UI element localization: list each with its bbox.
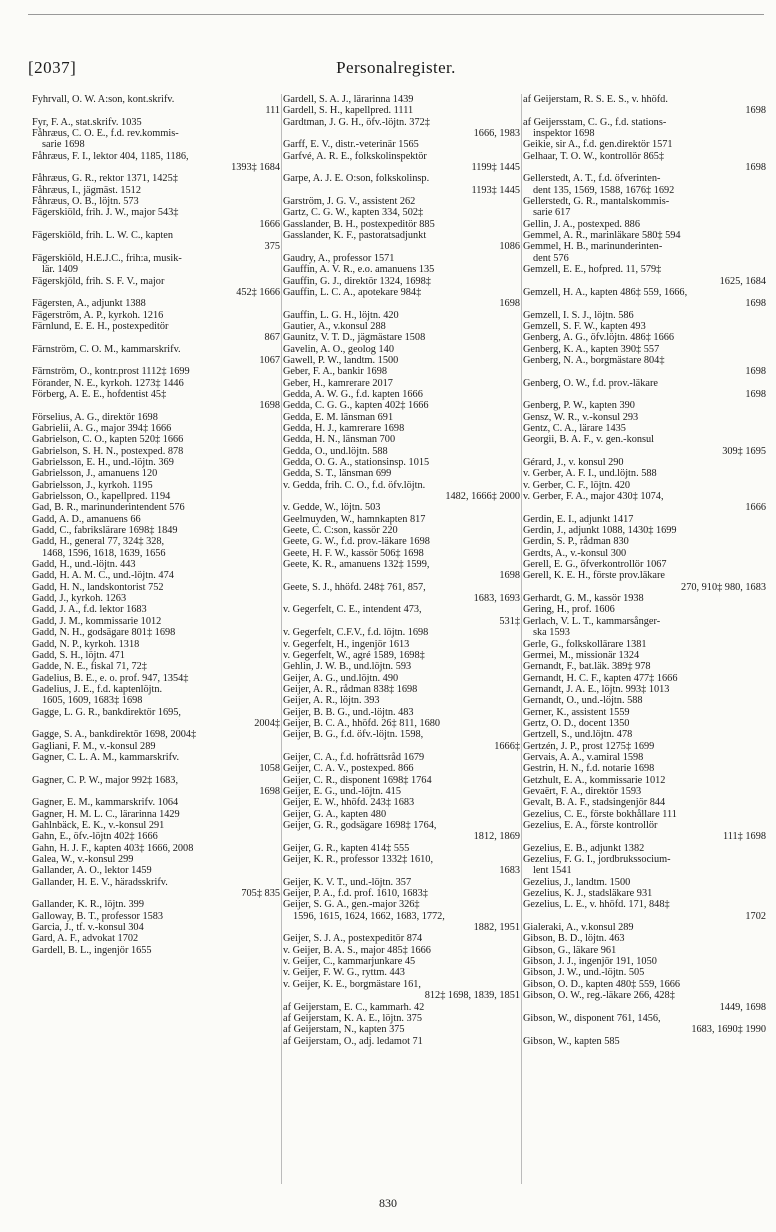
register-entry-line: Gadd, H. A. M. C., und.-löjtn. 474: [32, 570, 174, 582]
register-entry-line: Geikie, sir A., f.d. gen.direktör 1571: [523, 139, 673, 151]
register-entry-line: Geete, S. J., hhöfd. 248‡ 761, 857,: [283, 581, 426, 593]
register-entry-line: Gasslander, K. F., pastoratsadjunkt: [283, 230, 427, 242]
register-entry-line: Gernandt, O., und.-löjtn. 588: [523, 695, 643, 707]
register-entry-line: Fåhræus, O. B., löjtn. 573: [32, 196, 139, 208]
register-entry-line: v. Gedda, frih. C. O., f.d. öfv.löjtn.: [283, 479, 426, 491]
register-entry-line: Geijer, G. R., godsägare 1698‡ 1764,: [283, 820, 437, 831]
register-column-3: [523, 94, 766, 1184]
register-entry-line: Gagge, S. A., bankdirektör 1698, 2004‡: [32, 729, 197, 741]
register-entry-line: Gellerstedt, A. T., f.d. öfverinten-: [523, 173, 661, 185]
register-entry-line: Gerdin, E. I., adjunkt 1417: [523, 513, 634, 525]
register-entry-line: 452‡ 1666: [236, 286, 280, 298]
register-entry-line: af Geijerstam, K. A. E., löjtn. 375: [283, 1012, 422, 1024]
register-entry-line: Förberg, A. E. E., hofdentist 45‡: [32, 388, 167, 400]
register-entry-line: Gadd, J., kyrkoh. 1263: [32, 593, 127, 605]
register-entry-line: Gahlnbäck, E. K., v.-konsul 291: [32, 820, 165, 831]
register-entry-line: Gezelius, L. E., v. hhöfd. 171, 848‡: [523, 899, 670, 911]
register-entry-line: Gagge, L. G. R., bankdirektör 1695,: [32, 706, 181, 718]
register-entry-line: Gadelius, J. E., f.d. kaptenlöjtn.: [32, 683, 163, 695]
register-entry-line: Gemmel, H. B., marinunderinten-: [523, 241, 663, 253]
register-entry-line: 1468, 1596, 1618, 1639, 1656: [42, 547, 166, 559]
register-entry-line: 1449, 1698: [719, 1001, 766, 1013]
register-entry-line: Gagner, C. L. A. M., kammarskrifv.: [32, 751, 180, 763]
register-entry-line: Gedda, E. M. länsman 691: [283, 411, 394, 423]
register-entry-line: sarie 1698: [42, 139, 85, 151]
register-entry-line: Gerlach, V. L. T., kammarsånger-: [523, 615, 661, 627]
register-entry-line: Geijer, E. W., hhöfd. 243‡ 1683: [283, 797, 415, 809]
register-entry-line: 1698: [259, 400, 280, 412]
register-entry-line: Geete, H. F. W., kassör 506‡ 1698: [283, 547, 424, 559]
register-entry-line: 531‡: [499, 615, 520, 627]
register-entry-line: 1698: [745, 162, 766, 174]
register-entry-line: 1683, 1693: [473, 593, 520, 605]
register-entry-line: 1812, 1869: [473, 831, 520, 843]
register-entry-line: Gerdin, S. P., rådman 830: [523, 536, 629, 548]
register-entry-line: Geijer, C. R., disponent 1698‡ 1764: [283, 774, 432, 786]
register-entry-line: Gawell, P. W., landtm. 1500: [283, 354, 399, 366]
register-entry-line: Genberg, P. W., kapten 390: [523, 400, 635, 412]
register-entry-line: Gaudry, A., professor 1571: [283, 252, 395, 264]
register-entry-line: 1666: [745, 502, 766, 514]
register-entry-line: Germei, M., missionär 1324: [523, 649, 640, 661]
register-entry-line: v. Gedde, W., löjtn. 503: [283, 502, 381, 514]
register-entry-line: Gedda, C. G. G., kapten 402‡ 1666: [283, 400, 429, 412]
register-entry-line: Gibson, O. W., reg.-läkare 266, 428‡: [523, 990, 675, 1002]
register-entry-line: Gabrielsson, O., kapellpred. 1194: [32, 491, 171, 503]
register-entry-line: Genberg, K. A., kapten 390‡ 557: [523, 343, 660, 355]
column-divider: [521, 94, 522, 1184]
register-columns: [32, 94, 766, 1184]
register-entry-line: Gemzell, I. S. J., löjtn. 586: [523, 309, 634, 321]
register-entry-line: 1199‡ 1445: [471, 162, 520, 174]
register-entry-line: Geijer, C. A. V., postexped. 866: [283, 763, 414, 775]
register-entry-line: Galloway, B. T., professor 1583: [32, 910, 164, 922]
register-entry-line: Gaunitz, V. T. D., jägmästare 1508: [283, 332, 426, 344]
register-entry-line: Geijer, A. R., löjtn. 393: [283, 695, 380, 707]
register-entry-line: Gezelius, J., landtm. 1500: [523, 876, 631, 888]
register-entry-line: af Geijerstam, O., adj. ledamot 71: [283, 1035, 423, 1047]
register-entry-line: 1698: [745, 105, 766, 117]
register-entry-line: Geijer, E. G., und.-löjtn. 415: [283, 785, 401, 797]
register-entry-line: 1698: [499, 298, 520, 310]
register-entry-line: Gardtman, J. G. H., öfv.-löjtn. 372‡: [283, 116, 430, 128]
register-entry-line: 1698: [745, 388, 766, 400]
register-entry-line: Gernandt, F., bat.läk. 389‡ 978: [523, 661, 651, 673]
register-entry-line: Gevalt, B. A. F., stadsingenjör 844: [523, 797, 666, 809]
register-entry-line: Gezelius, E. A., förste kontrollör: [523, 820, 658, 831]
register-entry-line: Gardell, B. L., ingenjör 1655: [32, 944, 152, 956]
register-entry-line: Garff, E. V., distr.-veterinär 1565: [283, 139, 419, 151]
register-entry-line: Gerell, K. E. H., förste prov.läkare: [523, 570, 666, 582]
register-entry-line: Gallander, H. E. V., häradsskrifv.: [32, 876, 168, 888]
register-entry-line: Gadde, N. E., fiskal 71, 72‡: [32, 661, 147, 673]
register-entry-line: Geijer, C. A., f.d. hofrättsråd 1679: [283, 751, 425, 763]
register-entry-line: v. Geijer, C., kammarjunkare 45: [283, 956, 416, 968]
register-entry-line: 1702: [745, 910, 766, 922]
register-entry-line: 1698: [259, 785, 280, 797]
register-entry-line: Gartz, C. G. W., kapten 334, 502‡: [283, 207, 424, 219]
register-entry-line: Fägerskiöld, frih. L. W. C., kapten: [32, 230, 173, 242]
register-entry-line: Geete, K. R., amanuens 132‡ 1599,: [283, 559, 430, 571]
register-entry-line: Gernandt, J. A. E., löjtn. 993‡ 1013: [523, 683, 670, 695]
register-entry-line: Gellin, J. A., postexped. 886: [523, 218, 640, 230]
register-entry-line: Gauffin, A. V. R., e.o. amanuens 135: [283, 264, 435, 276]
register-entry-line: Genberg, N. A., borgmästare 804‡: [523, 354, 665, 366]
register-entry-line: Gagner, C. P. W., major 992‡ 1683,: [32, 774, 179, 786]
register-entry-line: v. Gerber, F. A., major 430‡ 1074,: [523, 491, 664, 503]
register-entry-line: v. Gerber, C. F., löjtn. 420: [523, 479, 631, 491]
register-entry-line: Gauffin, G. J., direktör 1324, 1698‡: [283, 275, 431, 287]
register-column-2: [283, 94, 520, 1184]
register-entry-line: Färnlund, E. E. H., postexpeditör: [32, 320, 169, 332]
register-entry-line: Förselius, A. G., direktör 1698: [32, 411, 158, 423]
page-header: [28, 58, 764, 80]
register-entry-line: Gerell, E. G., öfverkontrollör 1067: [523, 559, 667, 571]
register-entry-line: v. Gegerfelt, H., ingenjör 1613: [283, 638, 410, 650]
register-entry-line: Gadd, N. H., godsägare 801‡ 1698: [32, 627, 176, 639]
register-entry-line: af Geijerstam, R. S. E. S., v. hhöfd.: [523, 94, 668, 105]
register-entry-line: Gedda, O., und.löjtn. 588: [283, 445, 388, 457]
register-entry-line: Gensz, W. R., v.-konsul 293: [523, 411, 639, 423]
register-entry-line: Gehlin, J. W. B., und.löjtn. 593: [283, 661, 412, 673]
register-entry-line: Gabrielii, A. G., major 394‡ 1666: [32, 422, 172, 434]
register-entry-line: 1698: [745, 366, 766, 378]
register-entry-line: Gabrielsson, J., amanuens 120: [32, 468, 158, 480]
register-entry-line: Fägerskiöld, frih. J. W., major 543‡: [32, 207, 179, 219]
register-entry-line: dent 576: [533, 252, 569, 264]
register-entry-line: Gadd, H. N., landskontorist 752: [32, 581, 164, 593]
register-entry-line: Gérard, J., v. konsul 290: [523, 457, 624, 468]
register-entry-line: Genberg, A. G., öfv.löjtn. 486‡ 1666: [523, 332, 675, 344]
register-entry-line: af Geijerstam, N., kapten 375: [283, 1024, 405, 1036]
register-entry-line: Gadd, A. D., amanuens 66: [32, 513, 141, 525]
register-entry-line: Geijer, B. C. A., hhöfd. 26‡ 811, 1680: [283, 717, 441, 729]
register-entry-line: v. Gegerfelt, C.F.V., f.d. löjtn. 1698: [283, 627, 429, 639]
register-entry-line: Gauffin, L. G. H., löjtn. 420: [283, 309, 399, 321]
register-entry-line: Gibson, O. D., kapten 480‡ 559, 1666: [523, 978, 681, 990]
register-entry-line: v. Gegerfelt, C. E., intendent 473,: [283, 604, 422, 616]
register-entry-line: Gertz, O. D., docent 1350: [523, 717, 630, 729]
register-entry-line: lär. 1409: [42, 264, 79, 276]
register-entry-line: Gadelius, B. E., e. o. prof. 947, 1354‡: [32, 672, 189, 684]
register-entry-line: Garström, J. G. V., assistent 262: [283, 196, 416, 208]
register-entry-line: Färnström, C. O. M., kammarskrifv.: [32, 343, 181, 355]
register-entry-line: 1605, 1609, 1683‡ 1698: [42, 695, 143, 707]
register-entry-line: Gervais, A. A., v.amiral 1598: [523, 751, 644, 763]
register-entry-line: Gialeraki, A., v.konsul 289: [523, 922, 634, 934]
register-entry-line: Gallander, K. R., löjtn. 399: [32, 899, 144, 911]
register-entry-line: af Geijerstam, E. C., kammarh. 42: [283, 1001, 425, 1013]
register-entry-line: 375: [264, 241, 280, 253]
register-entry-line: Gahn, E., öfv.-löjtn 402‡ 1666: [32, 831, 158, 843]
register-entry-line: Georgii, B. A. F., v. gen.-konsul: [523, 434, 655, 446]
register-entry-line: Geete, G. W., f.d. prov.-läkare 1698: [283, 536, 430, 548]
register-entry-line: v. Gegerfelt, W., agré 1589, 1698‡: [283, 649, 425, 661]
register-entry-line: Gibson, W., kapten 585: [523, 1035, 620, 1047]
register-entry-line: Geijer, A. G., und.löjtn. 490: [283, 672, 399, 684]
register-entry-line: Gedda, H. J., kamrerare 1698: [283, 422, 405, 434]
register-entry-line: Gemzell, E. E., hofpred. 11, 579‡: [523, 264, 662, 276]
register-entry-line: Gedda, A. W. G., f.d. kapten 1666: [283, 388, 423, 400]
register-entry-line: Gelhaar, T. O. W., kontrollör 865‡: [523, 150, 665, 162]
register-entry-line: Fåhræus, I., jägmäst. 1512: [32, 184, 141, 196]
register-entry-line: Gemzell, H. A., kapten 486‡ 559, 1666,: [523, 286, 688, 298]
register-entry-line: Gellerstedt, G. R., mantalskommis-: [523, 196, 670, 208]
register-entry-line: Fåhræus, C. O. E., f.d. rev.kommis-: [32, 128, 179, 140]
page-footer-number: 830: [379, 1196, 397, 1210]
register-entry-line: Fåhræus, F. I., lektor 404, 1185, 1186,: [32, 150, 189, 162]
register-entry-line: Gemmel, A. R., marinläkare 580‡ 594: [523, 230, 681, 242]
page-number: [2037]: [28, 58, 77, 77]
register-entry-line: Gibson, J. J., ingenjör 191, 1050: [523, 956, 657, 968]
register-entry-line: Gallander, A. O., lektor 1459: [32, 865, 152, 877]
register-entry-line: Geijer, G. R., kapten 414‡ 555: [283, 842, 410, 854]
register-entry-line: Gibson, G., läkare 961: [523, 944, 617, 956]
register-entry-line: 1596, 1615, 1624, 1662, 1683, 1772,: [293, 910, 445, 922]
register-entry-line: 2004‡: [254, 717, 280, 729]
register-entry-line: dent 135, 1569, 1588, 1676‡ 1692: [533, 184, 675, 196]
register-entry-line: Gagliani, F. M., v.-konsul 289: [32, 740, 156, 752]
register-entry-line: Gadd, H., general 77, 324‡ 328,: [32, 536, 165, 548]
register-entry-line: 1683, 1690‡ 1990: [691, 1024, 766, 1036]
register-entry-line: Gabrielson, C. O., kapten 520‡ 1666: [32, 434, 184, 446]
register-entry-line: Geijer, S. J. A., postexpeditör 874: [283, 933, 423, 945]
register-entry-line: Fyhrvall, O. W. A:son, kont.skrifv.: [32, 94, 175, 105]
register-entry-line: Gahn, H. J. F., kapten 403‡ 1666, 2008: [32, 842, 194, 854]
register-entry-line: sarie 617: [533, 207, 571, 219]
register-entry-line: Gibson, B. D., löjtn. 463: [523, 933, 625, 945]
register-entry-line: 1393‡ 1684: [231, 162, 280, 174]
register-entry-line: Geete, C. C:son, kassör 220: [283, 525, 398, 537]
register-entry-line: Gibson, W., disponent 761, 1456,: [523, 1012, 661, 1024]
register-entry-line: Gadd, H., und.-löjtn. 443: [32, 559, 136, 571]
register-entry-line: Geber, H., kamrerare 2017: [283, 377, 393, 389]
register-entry-line: Gedda, S. T., länsman 699: [283, 468, 392, 480]
register-entry-line: 867: [264, 332, 280, 344]
register-entry-line: Geijer, K. R., professor 1332‡ 1610,: [283, 854, 434, 866]
register-entry-line: Gardell, S. H., kapellpred. 1111: [283, 105, 414, 117]
register-entry-line: Gagner, H. M. L. C., lärarinna 1429: [32, 808, 180, 820]
register-entry-line: 309‡ 1695: [722, 445, 766, 457]
register-entry-line: Gabrielsson, J., kyrkoh. 1195: [32, 479, 153, 491]
register-entry-line: Garcia, J., tf. v.-konsul 304: [32, 922, 144, 934]
register-entry-line: Gavelin, A. O., geolog 140: [283, 343, 394, 355]
register-entry-line: Gertzell, S., und.löjtn. 478: [523, 729, 633, 741]
register-entry-line: af Geijersstam, C. G., f.d. stations-: [523, 116, 667, 128]
register-entry-line: Garpe, A. J. E. O:son, folkskolinsp.: [283, 173, 430, 185]
register-entry-line: Gezelius, F. G. I., jordbrukssocium-: [523, 854, 671, 866]
register-entry-line: Gertzén, J. P., prost 1275‡ 1699: [523, 740, 655, 752]
register-column-1: [32, 94, 280, 1184]
register-entry-line: Gabrielson, S. H. N., postexped. 878: [32, 445, 184, 457]
register-entry-line: Gestrin, H. N., f.d. notarie 1698: [523, 763, 655, 775]
register-entry-line: v. Geijer, B. A. S., major 485‡ 1666: [283, 944, 431, 956]
register-entry-line: 1698: [745, 298, 766, 310]
register-entry-line: Gerdts, A., v.-konsul 300: [523, 547, 627, 559]
register-entry-line: Gadd, J. A., f.d. lektor 1683: [32, 604, 147, 616]
register-entry-line: 812‡ 1698, 1839, 1851: [424, 990, 520, 1002]
register-entry-line: 1058: [259, 763, 280, 775]
register-entry-line: Gibson, J. W., und.-löjtn. 505: [523, 967, 645, 979]
register-entry-line: Gad, B. R., marinunderintendent 576: [32, 502, 185, 514]
register-entry-line: lent 1541: [533, 865, 572, 877]
register-entry-line: 1193‡ 1445: [471, 184, 520, 196]
page-title: Personalregister.: [336, 58, 456, 77]
register-entry-line: Gasslander, B. H., postexpeditör 885: [283, 218, 435, 230]
register-entry-line: Gezelius, E. B., adjunkt 1382: [523, 842, 645, 854]
column-divider: [281, 94, 282, 1184]
register-entry-line: Gezelius, K. J., stadsläkare 931: [523, 888, 653, 900]
register-entry-line: 1698: [499, 570, 520, 582]
register-entry-line: Gedda, O. G. A., stationsinsp. 1015: [283, 457, 430, 468]
register-entry-line: v. Geijer, F. W. G., ryttm. 443: [283, 967, 405, 979]
register-entry-line: 1086: [499, 241, 520, 253]
register-entry-line: Gerle, G., folkskollärare 1381: [523, 638, 647, 650]
register-entry-line: Färnström, O., kontr.prost 1112‡ 1699: [32, 366, 190, 378]
register-entry-line: ska 1593: [533, 627, 570, 639]
register-entry-line: 270, 910‡ 980, 1683: [681, 581, 766, 593]
top-rule: [28, 14, 764, 15]
register-entry-line: 705‡ 835: [241, 888, 280, 900]
register-entry-line: 111: [265, 105, 280, 117]
register-entry-line: Gedda, H. N., länsman 700: [283, 434, 396, 446]
register-entry-line: Gauffin, L. C. A., apotekare 984‡: [283, 286, 422, 298]
register-entry-line: Gemzell, S. F. W., kapten 493: [523, 320, 646, 332]
register-entry-line: 1666: [259, 218, 280, 230]
register-entry-line: Geelmuyden, W., hamnkapten 817: [283, 513, 426, 525]
register-entry-line: Fyr, F. A., stat.skrifv. 1035: [32, 116, 142, 128]
register-entry-line: Gardell, S. A. J., lärarinna 1439: [283, 94, 414, 105]
register-entry-line: 1666, 1983: [473, 128, 520, 140]
register-entry-line: Gagner, E. M., kammarskrifv. 1064: [32, 797, 179, 809]
register-entry-line: 1625, 1684: [719, 275, 766, 287]
register-entry-line: Geijer, S. G. A., gen.-major 326‡: [283, 899, 420, 911]
register-entry-line: 1482, 1666‡ 2000: [445, 491, 520, 503]
register-entry-line: Gering, H., prof. 1606: [523, 604, 615, 616]
register-entry-line: Gautier, A., v.konsul 288: [283, 320, 386, 332]
register-entry-line: Gadd, S. H., löjtn. 471: [32, 649, 125, 661]
register-entry-line: Gernandt, H. C. F., kapten 477‡ 1666: [523, 672, 678, 684]
register-entry-line: Fägerström, A. P., kyrkoh. 1216: [32, 309, 164, 321]
register-entry-line: 1666‡: [494, 740, 520, 752]
register-entry-line: Fägerskjöld, frih. S. F. V., major: [32, 275, 165, 287]
register-entry-line: 1067: [259, 354, 280, 366]
register-entry-line: Gerner, K., assistent 1559: [523, 706, 630, 718]
register-entry-line: inspektor 1698: [533, 128, 595, 140]
register-entry-line: Gentz, C. A., lärare 1435: [523, 422, 626, 434]
register-entry-line: Galea, W., v.-konsul 299: [32, 854, 134, 866]
register-entry-line: Gerhardt, G. M., kassör 1938: [523, 593, 644, 605]
register-entry-line: Gerdin, J., adjunkt 1088, 1430‡ 1699: [523, 525, 677, 537]
register-entry-line: v. Gerber, A. F. I., und.löjtn. 588: [523, 468, 657, 480]
register-entry-line: Geijer, A. R., rådman 838‡ 1698: [283, 683, 418, 695]
register-entry-line: Fägerskiöld, H.E.J.C., frih:a, musik-: [32, 252, 182, 264]
register-entry-line: Genberg, O. W., f.d. prov.-läkare: [523, 377, 658, 389]
register-entry-line: Fägersten, A., adjunkt 1388: [32, 298, 146, 310]
register-entry-line: v. Geijer, K. E., borgmästare 161,: [283, 978, 421, 990]
register-entry-line: Gadd, J. M., kommissarie 1012: [32, 615, 162, 627]
register-entry-line: Geijer, P. A., f.d. prof. 1610, 1683‡: [283, 888, 428, 900]
register-entry-line: Geijer, K. V. T., und.-löjtn. 357: [283, 876, 412, 888]
register-entry-line: Fåhræus, G. R., rektor 1371, 1425‡: [32, 173, 178, 185]
register-entry-line: Förander, N. E., kyrkoh. 1273‡ 1446: [32, 377, 184, 389]
register-entry-line: Geijer, B. B. G., und.-löjtn. 483: [283, 706, 414, 718]
register-entry-line: Gevaërt, F. A., direktör 1593: [523, 785, 642, 797]
register-entry-line: Geijer, B. G., f.d. öfv.-löjtn. 1598,: [283, 729, 424, 741]
register-entry-line: Geber, F. A., bankir 1698: [283, 366, 388, 378]
register-entry-line: Gadd, N. P., kyrkoh. 1318: [32, 638, 140, 650]
register-entry-line: Gadd, C., fabrikslärare 1698‡ 1849: [32, 525, 178, 537]
register-entry-line: 111‡ 1698: [723, 831, 766, 843]
register-entry-line: Gezelius, C. E., förste bokhållare 111: [523, 808, 677, 820]
register-entry-line: 1683: [499, 865, 520, 877]
register-entry-line: 1882, 1951: [473, 922, 520, 934]
register-entry-line: Garfvé, A. R. E., folkskolinspektör: [283, 150, 427, 162]
register-entry-line: Gard, A. F., advokat 1702: [32, 933, 139, 945]
register-entry-line: Geijer, G. A., kapten 480: [283, 808, 387, 820]
register-entry-line: Gabrielsson, E. H., und.-löjtn. 369: [32, 457, 174, 468]
register-entry-line: Getzhult, E. A., kommissarie 1012: [523, 774, 666, 786]
